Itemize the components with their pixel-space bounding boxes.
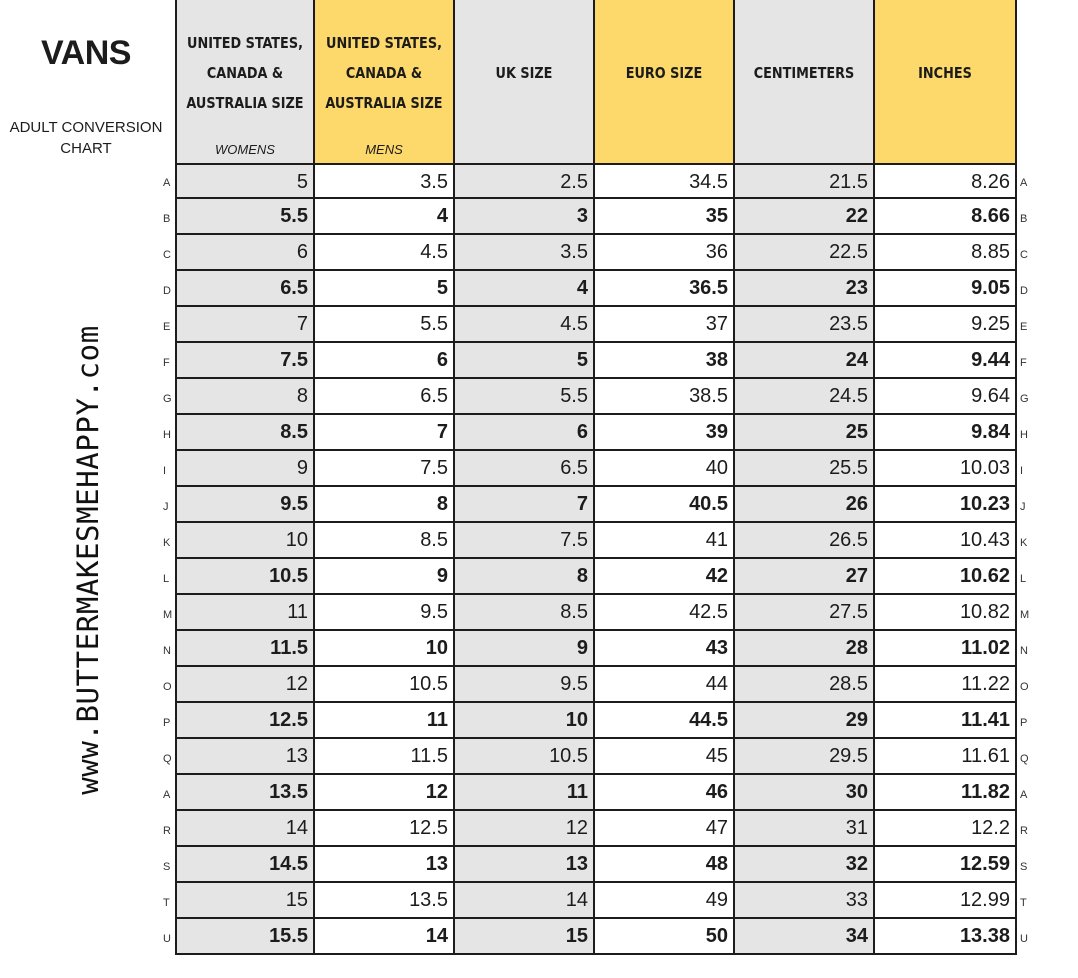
subtitle-line-1: ADULT CONVERSION xyxy=(9,119,163,136)
table-cell: 23.5 xyxy=(735,307,875,341)
table-cell: 10.62 xyxy=(875,559,1017,593)
table-cell: 12.99 xyxy=(875,883,1017,917)
row-label-right: E xyxy=(1020,321,1028,333)
table-cell: 11.5 xyxy=(175,631,315,665)
row-label-left: Q xyxy=(163,753,172,765)
brand-logo-text: VANS xyxy=(41,34,131,72)
table-cell: 10.5 xyxy=(315,667,455,701)
table-row xyxy=(175,523,1017,559)
table-cell: 41 xyxy=(595,523,735,557)
table-cell: 22.5 xyxy=(735,235,875,269)
row-label-left: T xyxy=(163,897,170,909)
table-cell: 9.64 xyxy=(875,379,1017,413)
table-cell: 12 xyxy=(455,811,595,845)
table-cell: 26.5 xyxy=(735,523,875,557)
table-cell: 2.5 xyxy=(455,165,595,197)
table-cell: 5 xyxy=(315,271,455,305)
row-label-right: H xyxy=(1020,429,1028,441)
row-label-right: Q xyxy=(1020,753,1029,765)
row-label-left: C xyxy=(163,249,171,261)
table-row xyxy=(175,271,1017,307)
table-cell: 8.5 xyxy=(175,415,315,449)
row-label-right: B xyxy=(1020,213,1028,225)
watermark-url: www.BUTTERMAKESMEHAPPY.com xyxy=(71,325,105,795)
table-row xyxy=(175,379,1017,415)
table-cell: 4.5 xyxy=(455,307,595,341)
table-row xyxy=(175,487,1017,523)
row-label-left: J xyxy=(163,501,169,513)
table-cell: 24 xyxy=(735,343,875,377)
table-cell: 12.5 xyxy=(175,703,315,737)
table-cell: 9 xyxy=(175,451,315,485)
table-cell: 3.5 xyxy=(315,165,455,197)
table-cell: 11.22 xyxy=(875,667,1017,701)
table-cell: 7.5 xyxy=(455,523,595,557)
row-label-left: D xyxy=(163,285,171,297)
table-row xyxy=(175,307,1017,343)
table-cell: 11 xyxy=(455,775,595,809)
table-cell: 9.5 xyxy=(175,487,315,521)
table-cell: 30 xyxy=(735,775,875,809)
table-cell: 5 xyxy=(175,165,315,197)
row-label-left: E xyxy=(163,321,171,333)
table-cell: 11.02 xyxy=(875,631,1017,665)
table-cell: 26 xyxy=(735,487,875,521)
row-label-left: H xyxy=(163,429,171,441)
row-label-right: I xyxy=(1020,465,1024,477)
table-cell: 9.5 xyxy=(455,667,595,701)
table-row xyxy=(175,631,1017,667)
table-cell: 6.5 xyxy=(455,451,595,485)
table-cell: 10.5 xyxy=(175,559,315,593)
column-header-title: UNITED STATES, CANADA & AUSTRALIA SIZE xyxy=(186,34,304,112)
column-header-title: EURO SIZE xyxy=(625,64,703,82)
table-cell: 12.2 xyxy=(875,811,1017,845)
table-cell: 46 xyxy=(595,775,735,809)
table-row xyxy=(175,847,1017,883)
row-label-left: O xyxy=(163,681,172,693)
table-cell: 5 xyxy=(455,343,595,377)
table-cell: 9.25 xyxy=(875,307,1017,341)
table-cell: 8 xyxy=(455,559,595,593)
column-header-6 xyxy=(875,0,1017,163)
table-cell: 7 xyxy=(315,415,455,449)
column-header-subtitle: MENS xyxy=(365,142,403,157)
row-label-left: F xyxy=(163,357,170,369)
column-header-2 xyxy=(315,0,455,163)
table-cell: 23 xyxy=(735,271,875,305)
row-label-right: R xyxy=(1020,825,1028,837)
table-cell: 36.5 xyxy=(595,271,735,305)
row-label-right: C xyxy=(1020,249,1028,261)
table-cell: 4 xyxy=(455,271,595,305)
table-cell: 6.5 xyxy=(315,379,455,413)
table-cell: 28 xyxy=(735,631,875,665)
table-row xyxy=(175,703,1017,739)
table-cell: 12.59 xyxy=(875,847,1017,881)
table-cell: 25.5 xyxy=(735,451,875,485)
row-label-left: G xyxy=(163,393,172,405)
table-cell: 7.5 xyxy=(175,343,315,377)
table-cell: 6 xyxy=(175,235,315,269)
row-label-right: D xyxy=(1020,285,1028,297)
table-cell: 9 xyxy=(455,631,595,665)
table-cell: 5.5 xyxy=(175,199,315,233)
table-cell: 27.5 xyxy=(735,595,875,629)
table-row xyxy=(175,235,1017,271)
table-row xyxy=(175,343,1017,379)
table-cell: 10.43 xyxy=(875,523,1017,557)
table-cell: 5.5 xyxy=(315,307,455,341)
row-label-right: A xyxy=(1020,177,1028,189)
table-row xyxy=(175,199,1017,235)
table-cell: 11.82 xyxy=(875,775,1017,809)
column-header-title: UNITED STATES, CANADA & AUSTRALIA SIZE xyxy=(325,34,443,112)
row-label-right: F xyxy=(1020,357,1027,369)
row-label-right: O xyxy=(1020,681,1029,693)
table-cell: 8.85 xyxy=(875,235,1017,269)
table-cell: 11.5 xyxy=(315,739,455,773)
size-conversion-table xyxy=(175,0,1017,947)
table-cell: 29.5 xyxy=(735,739,875,773)
table-cell: 7.5 xyxy=(315,451,455,485)
table-cell: 14 xyxy=(315,919,455,953)
table-cell: 35 xyxy=(595,199,735,233)
table-cell: 6.5 xyxy=(175,271,315,305)
table-cell: 4.5 xyxy=(315,235,455,269)
column-header-4 xyxy=(595,0,735,163)
row-label-left: N xyxy=(163,645,171,657)
table-cell: 21.5 xyxy=(735,165,875,197)
table-row xyxy=(175,811,1017,847)
row-label-right: N xyxy=(1020,645,1028,657)
subtitle-line-2: CHART xyxy=(60,140,112,157)
table-cell: 29 xyxy=(735,703,875,737)
column-header-title: CENTIMETERS xyxy=(753,64,855,82)
table-cell: 13.5 xyxy=(315,883,455,917)
row-label-left: L xyxy=(163,573,170,585)
table-cell: 38.5 xyxy=(595,379,735,413)
table-cell: 12 xyxy=(175,667,315,701)
row-label-right: G xyxy=(1020,393,1029,405)
row-label-right: T xyxy=(1020,897,1027,909)
chart-subtitle xyxy=(0,117,172,159)
table-row xyxy=(175,775,1017,811)
table-cell: 43 xyxy=(595,631,735,665)
row-label-right: A xyxy=(1020,789,1028,801)
table-row xyxy=(175,667,1017,703)
table-cell: 9.84 xyxy=(875,415,1017,449)
table-cell: 8.5 xyxy=(455,595,595,629)
table-cell: 22 xyxy=(735,199,875,233)
table-cell: 14 xyxy=(455,883,595,917)
row-label-left: K xyxy=(163,537,171,549)
table-cell: 28.5 xyxy=(735,667,875,701)
table-cell: 47 xyxy=(595,811,735,845)
table-cell: 10 xyxy=(315,631,455,665)
table-cell: 39 xyxy=(595,415,735,449)
table-cell: 32 xyxy=(735,847,875,881)
table-cell: 40 xyxy=(595,451,735,485)
table-cell: 11.61 xyxy=(875,739,1017,773)
row-label-left: A xyxy=(163,789,171,801)
table-cell: 12 xyxy=(315,775,455,809)
table-cell: 48 xyxy=(595,847,735,881)
table-row xyxy=(175,919,1017,955)
table-cell: 8 xyxy=(175,379,315,413)
table-cell: 49 xyxy=(595,883,735,917)
row-label-left: P xyxy=(163,717,171,729)
column-header-3 xyxy=(455,0,595,163)
row-label-right: U xyxy=(1020,933,1028,945)
table-cell: 3.5 xyxy=(455,235,595,269)
table-row xyxy=(175,739,1017,775)
table-cell: 10.5 xyxy=(455,739,595,773)
table-cell: 8.66 xyxy=(875,199,1017,233)
table-cell: 9.05 xyxy=(875,271,1017,305)
table-cell: 24.5 xyxy=(735,379,875,413)
table-cell: 13 xyxy=(175,739,315,773)
table-cell: 8 xyxy=(315,487,455,521)
row-label-right: M xyxy=(1020,609,1030,621)
table-cell: 13 xyxy=(315,847,455,881)
table-cell: 50 xyxy=(595,919,735,953)
table-cell: 10.82 xyxy=(875,595,1017,629)
table-cell: 8.26 xyxy=(875,165,1017,197)
table-cell: 10 xyxy=(455,703,595,737)
table-cell: 9.44 xyxy=(875,343,1017,377)
table-cell: 33 xyxy=(735,883,875,917)
column-header-1 xyxy=(175,0,315,163)
row-label-right: S xyxy=(1020,861,1028,873)
table-cell: 9 xyxy=(315,559,455,593)
table-cell: 13.38 xyxy=(875,919,1017,953)
table-cell: 15 xyxy=(175,883,315,917)
row-label-left: B xyxy=(163,213,171,225)
row-label-left: U xyxy=(163,933,171,945)
column-header-5 xyxy=(735,0,875,163)
table-row xyxy=(175,559,1017,595)
table-cell: 38 xyxy=(595,343,735,377)
table-row xyxy=(175,451,1017,487)
table-row xyxy=(175,595,1017,631)
table-cell: 34.5 xyxy=(595,165,735,197)
table-cell: 11 xyxy=(175,595,315,629)
table-cell: 7 xyxy=(455,487,595,521)
table-cell: 13 xyxy=(455,847,595,881)
table-body xyxy=(175,163,1017,955)
row-label-left: M xyxy=(163,609,173,621)
table-cell: 44 xyxy=(595,667,735,701)
table-cell: 10.23 xyxy=(875,487,1017,521)
table-cell: 7 xyxy=(175,307,315,341)
table-cell: 45 xyxy=(595,739,735,773)
table-cell: 11.41 xyxy=(875,703,1017,737)
table-cell: 4 xyxy=(315,199,455,233)
row-label-right: K xyxy=(1020,537,1028,549)
table-cell: 5.5 xyxy=(455,379,595,413)
table-row xyxy=(175,415,1017,451)
row-label-left: S xyxy=(163,861,171,873)
table-cell: 34 xyxy=(735,919,875,953)
table-cell: 12.5 xyxy=(315,811,455,845)
table-cell: 6 xyxy=(455,415,595,449)
table-cell: 15.5 xyxy=(175,919,315,953)
table-cell: 13.5 xyxy=(175,775,315,809)
column-header-subtitle: WOMENS xyxy=(215,142,275,157)
table-cell: 14 xyxy=(175,811,315,845)
table-cell: 11 xyxy=(315,703,455,737)
table-cell: 37 xyxy=(595,307,735,341)
table-cell: 9.5 xyxy=(315,595,455,629)
table-cell: 6 xyxy=(315,343,455,377)
table-cell: 25 xyxy=(735,415,875,449)
table-row xyxy=(175,163,1017,199)
column-header-title: UK SIZE xyxy=(495,64,553,82)
table-cell: 3 xyxy=(455,199,595,233)
table-cell: 14.5 xyxy=(175,847,315,881)
table-cell: 40.5 xyxy=(595,487,735,521)
table-cell: 10.03 xyxy=(875,451,1017,485)
row-label-left: I xyxy=(163,465,167,477)
table-cell: 44.5 xyxy=(595,703,735,737)
table-cell: 31 xyxy=(735,811,875,845)
row-label-right: L xyxy=(1020,573,1027,585)
row-label-right: P xyxy=(1020,717,1028,729)
row-label-right: J xyxy=(1020,501,1026,513)
table-cell: 36 xyxy=(595,235,735,269)
table-row xyxy=(175,883,1017,919)
table-cell: 10 xyxy=(175,523,315,557)
table-cell: 8.5 xyxy=(315,523,455,557)
table-cell: 42 xyxy=(595,559,735,593)
column-header-title: INCHES xyxy=(918,64,972,82)
table-cell: 42.5 xyxy=(595,595,735,629)
table-cell: 15 xyxy=(455,919,595,953)
row-label-left: A xyxy=(163,177,171,189)
table-cell: 27 xyxy=(735,559,875,593)
row-label-left: R xyxy=(163,825,171,837)
